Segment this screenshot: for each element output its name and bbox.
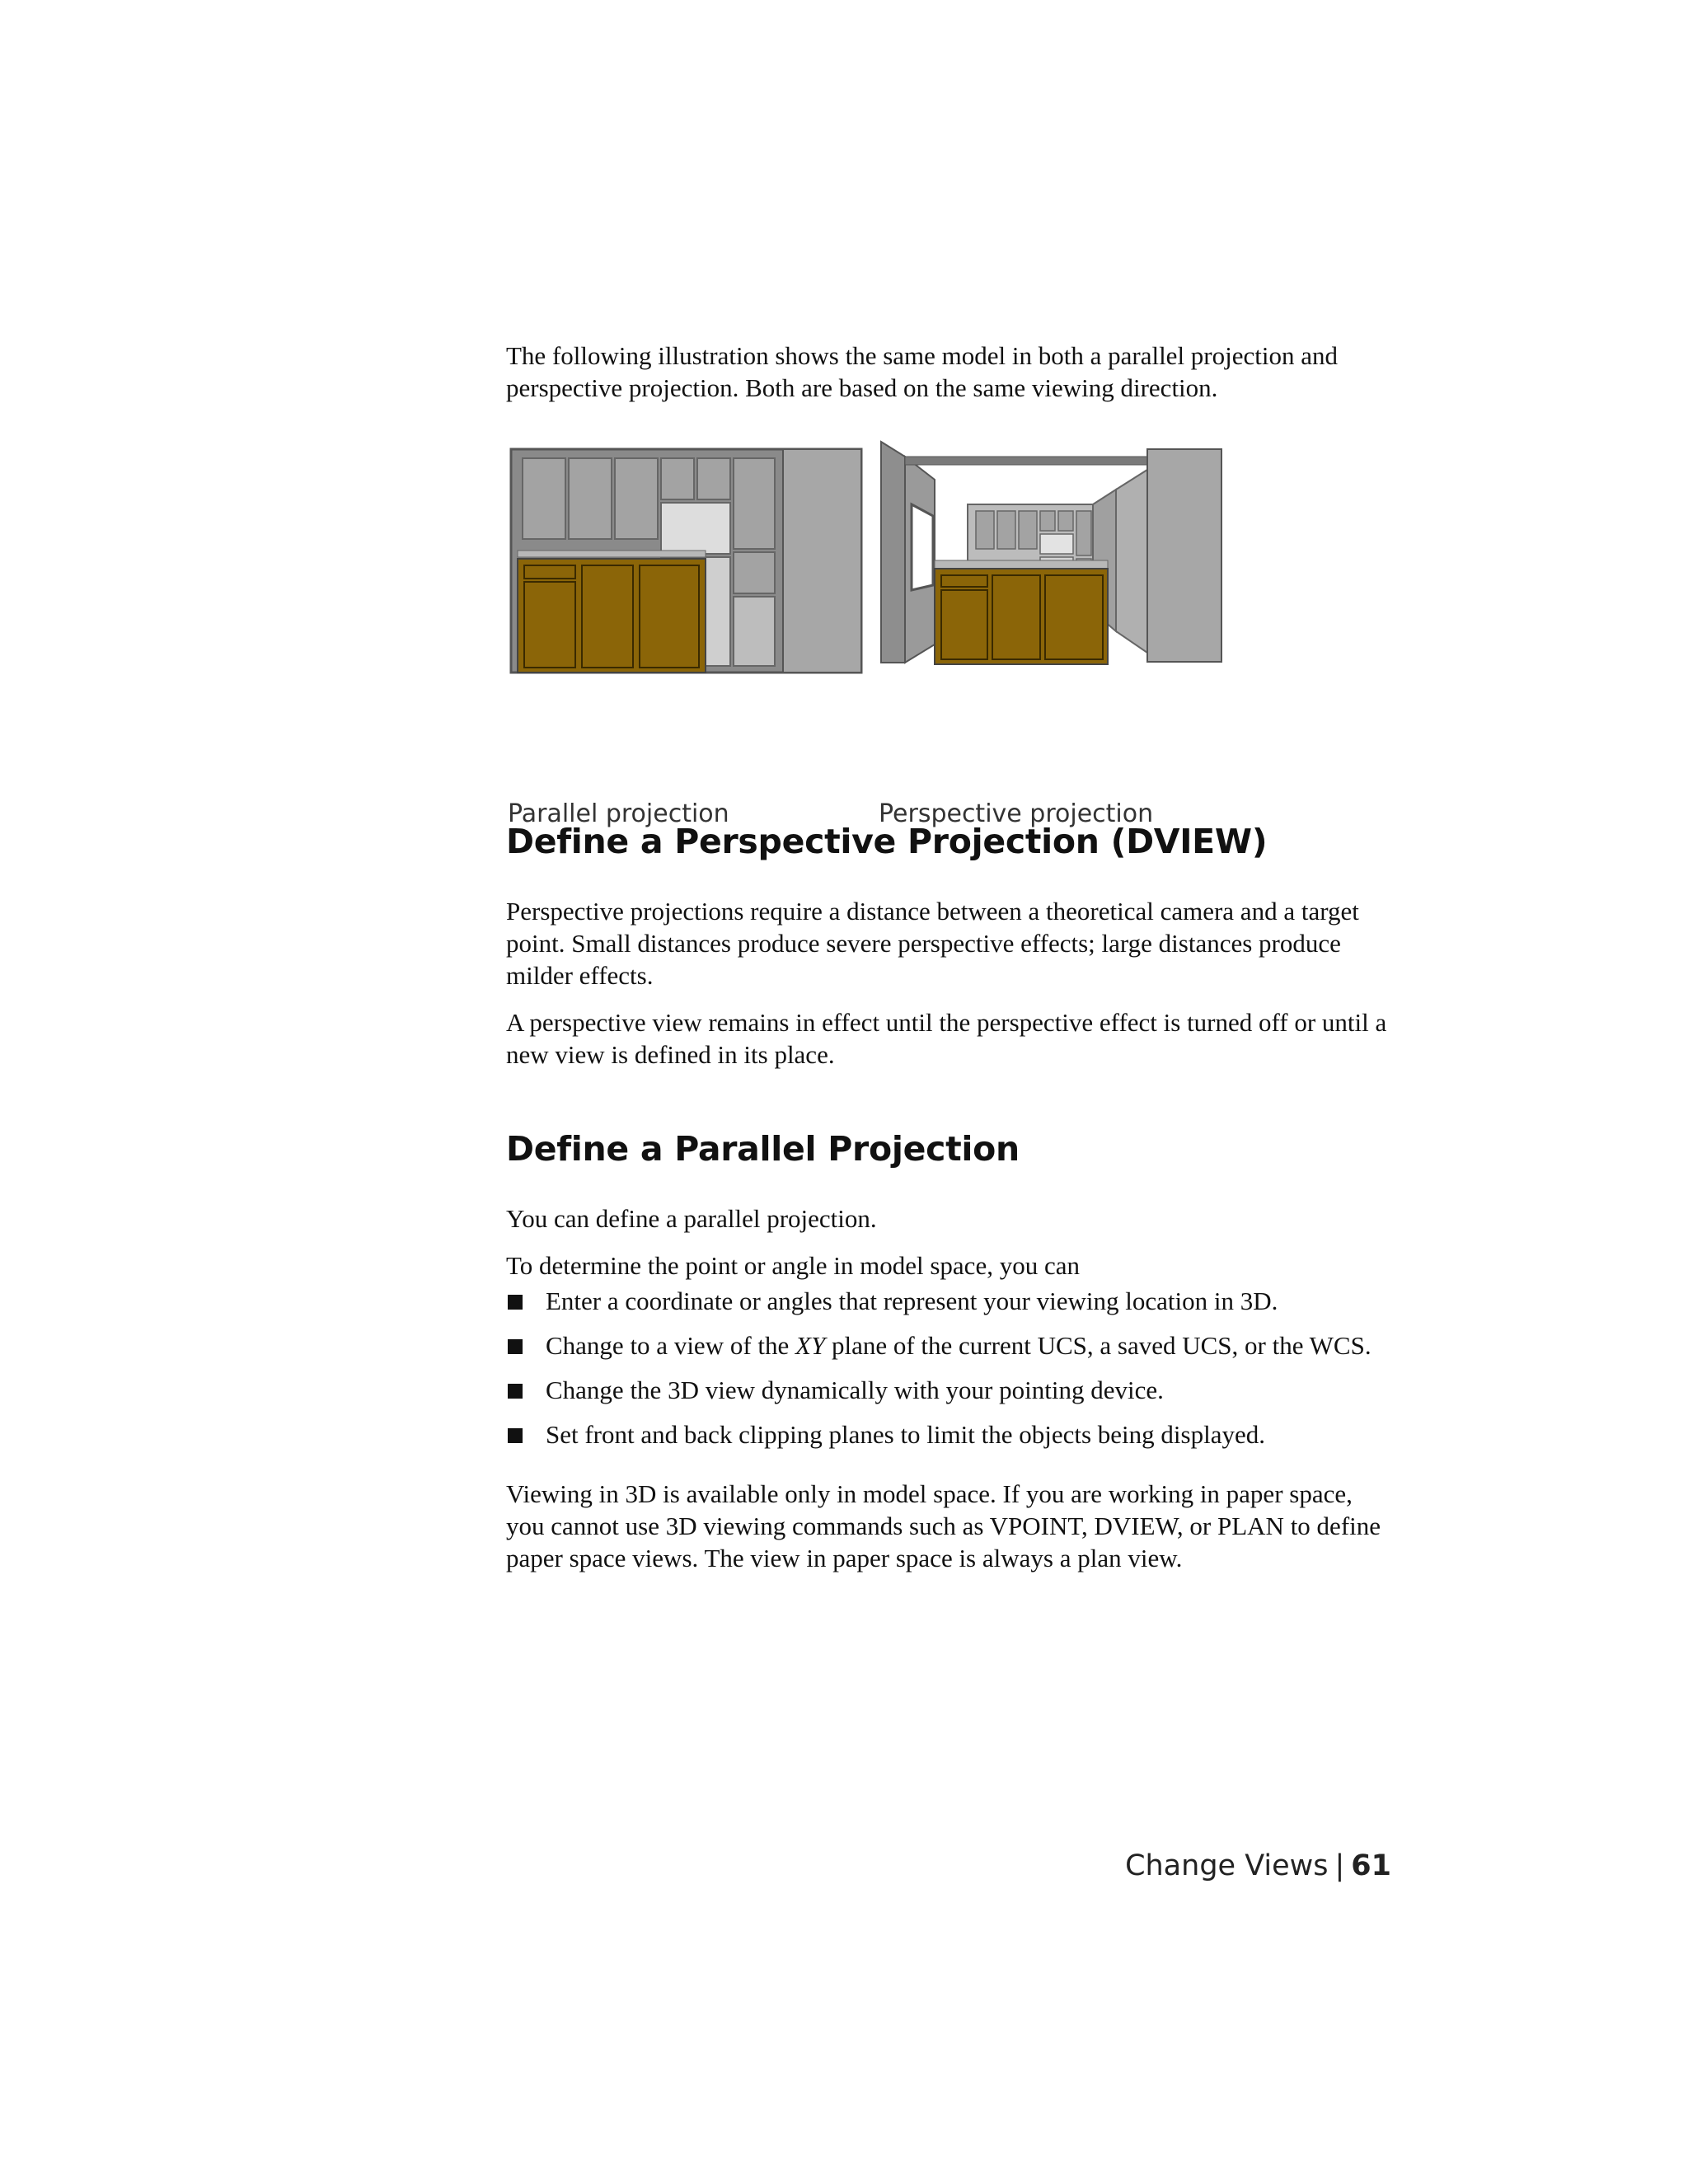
page-content bbox=[506, 340, 1396, 1574]
paragraph-parallel-1: You can define a parallel projection. bbox=[506, 1204, 877, 1233]
list-item: Set front and back clipping planes to limit the objects being displayed. bbox=[506, 1418, 1396, 1451]
paragraph-parallel-2: To determine the point or angle in model space, you can bbox=[506, 1251, 1080, 1280]
page-number: 61 bbox=[1351, 1849, 1391, 1882]
caption-parallel: Parallel projection bbox=[508, 799, 729, 828]
page-footer bbox=[1125, 1849, 1391, 1882]
bullet-square-icon bbox=[508, 1339, 523, 1354]
bullet-square-icon bbox=[508, 1295, 523, 1310]
caption-perspective: Perspective projection bbox=[879, 799, 1154, 828]
options-list bbox=[506, 1285, 1396, 1451]
list-item: Change to a view of the XY plane of the current UCS, a saved UCS, or the WCS. bbox=[506, 1329, 1396, 1361]
bullet-square-icon bbox=[508, 1384, 523, 1399]
heading-parallel-projection: Define a Parallel Projection bbox=[506, 1129, 1020, 1169]
list-item: Enter a coordinate or angles that represent your viewing location in 3D. bbox=[506, 1285, 1396, 1317]
list-item: Change the 3D view dynamically with your pointing device. bbox=[506, 1374, 1396, 1406]
intro-paragraph: The following illustration shows the same model in both a parallel projection and perspective projection. Both are based on the same viewing direction. bbox=[506, 341, 1338, 402]
paragraph-perspective-2: A perspective view remains in effect until the perspective effect is turned off or until a new view is defined in its place. bbox=[506, 1008, 1387, 1069]
projection-illustration bbox=[506, 440, 1248, 747]
heading-perspective-projection: Define a Perspective Projection (DVIEW) bbox=[506, 822, 1268, 861]
footer-separator: | bbox=[1334, 1849, 1345, 1882]
bullet-square-icon bbox=[508, 1428, 523, 1443]
paragraph-perspective-1: Perspective projections require a distance between a theoretical camera and a target point. Small distances produce severe perspective effects; large distances produce milder effects. bbox=[506, 897, 1359, 990]
projection-figure bbox=[506, 440, 1248, 828]
parallel-projection-image bbox=[511, 449, 861, 673]
footer-section-title: Change Views bbox=[1125, 1849, 1329, 1882]
closing-paragraph: Viewing in 3D is available only in model space. If you are working in paper space, you cannot use 3D viewing commands such as VPOINT, DVIEW, or PLAN to define paper space views. The view in paper space is always a plan view. bbox=[506, 1479, 1381, 1572]
perspective-projection-image bbox=[881, 442, 1221, 664]
